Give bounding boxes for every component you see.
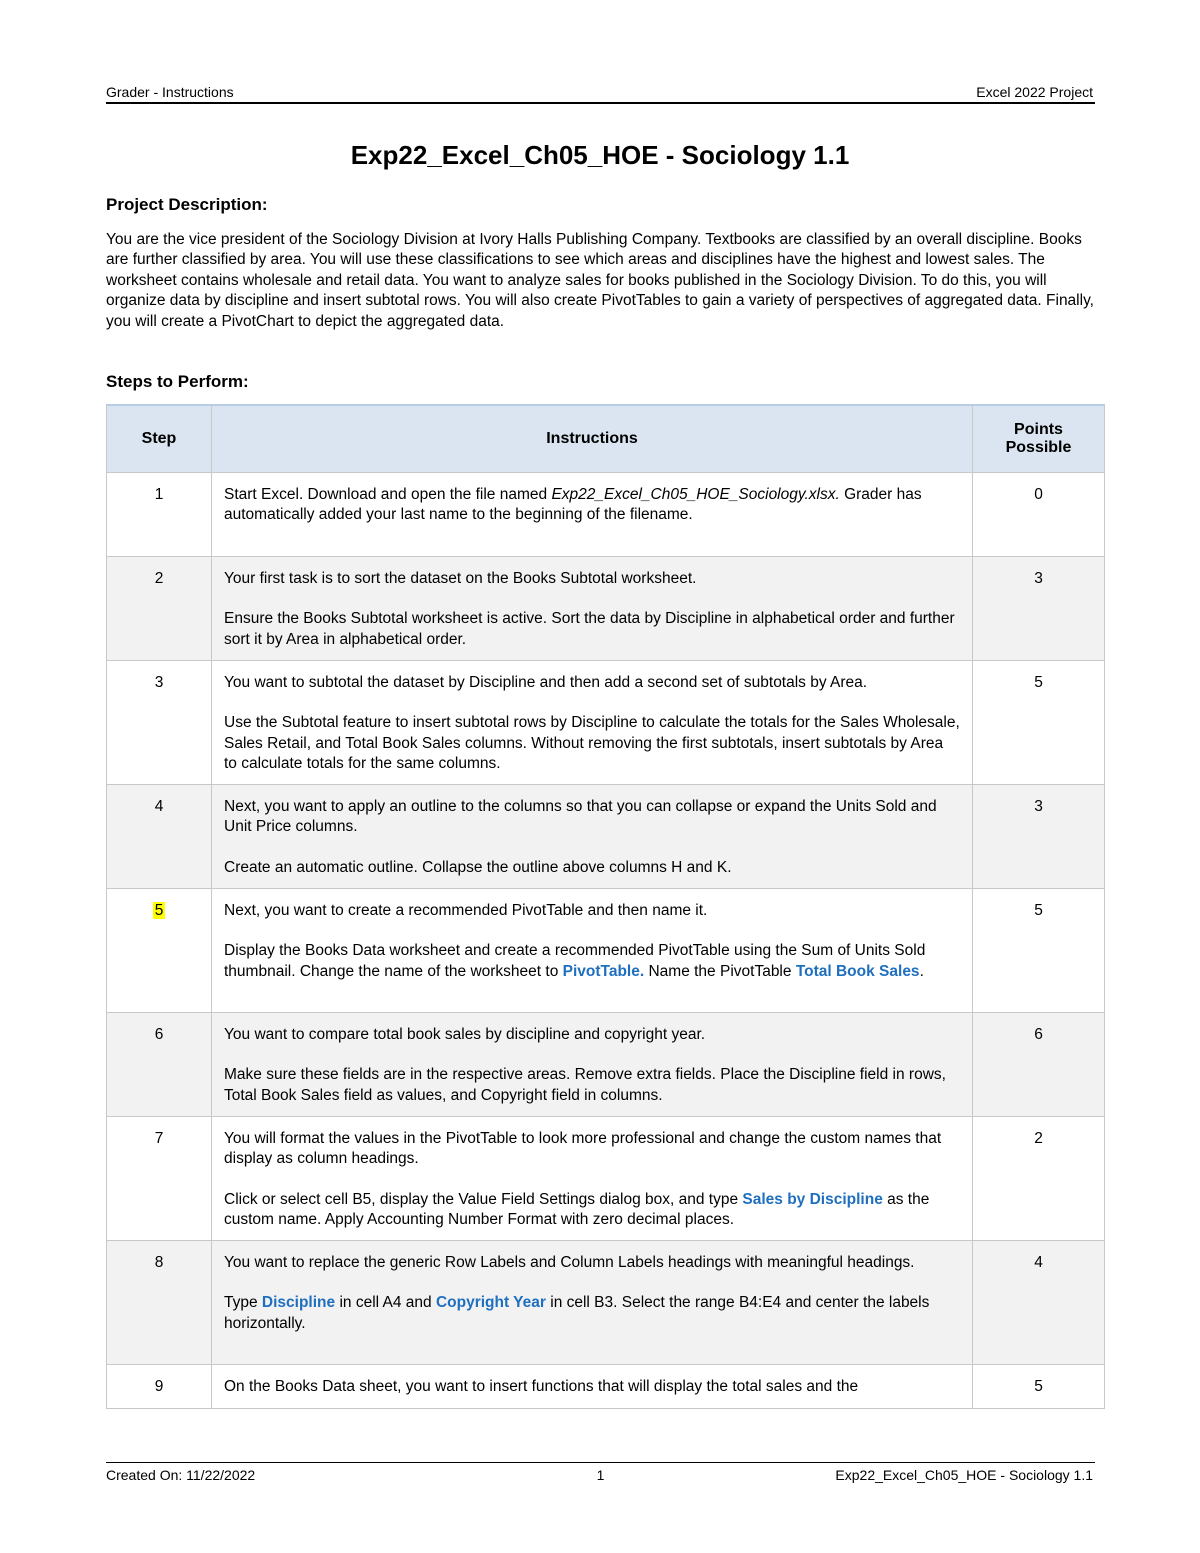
step-instructions: You want to replace the generic Row Labels and Column Labels headings with meaningful headings. Type Discipline in cell A4 and Copyright Year in cell B3. Select the range B4:E4 and center the labels horizontally. (212, 1241, 973, 1365)
steps-heading: Steps to Perform: (106, 372, 249, 391)
step-instructions: Next, you want to apply an outline to the columns so that you can collapse or expand the Units Sold and Unit Price columns. Create an automatic outline. Collapse the outline above columns H and K. (212, 785, 973, 889)
step-number (107, 889, 212, 1013)
footer-page-number: 1 (596, 1467, 605, 1483)
step-instructions: You want to subtotal the dataset by Discipline and then add a second set of subtotals by Area. Use the Subtotal feature to insert subtotal rows by Discipline to calculate the totals for the Sales Wholesale, Sales Retail, and Total Book Sales columns. Without removing the first subtotals, insert subtotals by Area to calculate totals for the same columns. (212, 661, 973, 785)
step-points: 0 (973, 473, 1105, 557)
table-row (107, 1365, 1105, 1409)
page-header (106, 82, 1095, 104)
table-row (107, 473, 1105, 557)
step-number: 8 (107, 1241, 212, 1365)
step-number: 2 (107, 557, 212, 661)
col-header-instructions: Instructions (212, 405, 973, 473)
step-instructions: On the Books Data sheet, you want to insert functions that will display the total sales and the (212, 1365, 973, 1409)
step-number: 3 (107, 661, 212, 785)
step-points: 4 (973, 1241, 1105, 1365)
header-right: Excel 2022 Project (976, 84, 1093, 100)
highlighted-step-number: 5 (154, 902, 164, 919)
header-left: Grader - Instructions (106, 84, 234, 100)
col-header-points: Points Possible (973, 405, 1105, 473)
footer-document-name: Exp22_Excel_Ch05_HOE - Sociology 1.1 (835, 1467, 1093, 1483)
step-points: 5 (973, 889, 1105, 1013)
step-number: 1 (107, 473, 212, 557)
step-instructions: You will format the values in the PivotTable to look more professional and change the custom names that display as column headings. Click or select cell B5, display the Value Field Settings dialog box, and type Sales by Discipline as the custom name. Apply Accounting Number Format with zero decimal places. (212, 1117, 973, 1241)
table-row (107, 1117, 1105, 1241)
filename: Exp22_Excel_Ch05_HOE_Sociology.xlsx. (551, 486, 840, 503)
step-points: 5 (973, 1365, 1105, 1409)
step-points: 2 (973, 1117, 1105, 1241)
page-footer (106, 1462, 1095, 1485)
step-points: 3 (973, 785, 1105, 889)
table-row (107, 557, 1105, 661)
project-description-heading: Project Description: (106, 195, 268, 214)
step-instructions: You want to compare total book sales by discipline and copyright year. Make sure these fields are in the respective areas. Remove extra fields. Place the Discipline field in rows, Total Book Sales field as values, and Copyright field in columns. (212, 1013, 973, 1117)
step-number: 7 (107, 1117, 212, 1241)
steps-table (106, 404, 1105, 1409)
keyword: Copyright Year (435, 1294, 546, 1312)
step-instructions: Start Excel. Download and open the file named Exp22_Excel_Ch05_HOE_Sociology.xlsx. Grader has automatically added your last name to the beginning of the filename. (212, 473, 973, 557)
document-title: Exp22_Excel_Ch05_HOE - Sociology 1.1 (350, 140, 850, 170)
keyword: PivotTable. (562, 962, 645, 980)
table-row (107, 785, 1105, 889)
table-header-row (107, 405, 1105, 473)
step-instructions: Your first task is to sort the dataset on the Books Subtotal worksheet. Ensure the Books Subtotal worksheet is active. Sort the data by Discipline in alphabetical order and further sort it by Area in alphabetical order. (212, 557, 973, 661)
step-points: 6 (973, 1013, 1105, 1117)
col-header-step: Step (107, 405, 212, 473)
table-row (107, 1241, 1105, 1365)
table-row (107, 1013, 1105, 1117)
footer-created-on: Created On: 11/22/2022 (106, 1467, 256, 1483)
step-points: 5 (973, 661, 1105, 785)
keyword: Sales by Discipline (742, 1190, 883, 1208)
step-instructions: Next, you want to create a recommended PivotTable and then name it. Display the Books Data worksheet and create a recommended PivotTable using the Sum of Units Sold thumbnail. Change the name of the worksheet to PivotTable. Name the PivotTable Total Book Sales. (212, 889, 973, 1013)
project-description: You are the vice president of the Sociology Division at Ivory Halls Publishing Company. Textbooks are classified by an overall discipline. Books are further classified by area. You will use these classifications to see which areas and disciplines have the highest and lowest sales. The worksheet contains wholesale and retail data. You want to analyze sales for books published in the Sociology Division. To do this, you will organize data by discipline and insert subtotal rows. You will also create PivotTables to gain a variety of perspectives of aggregated data. Finally, you will create a PivotChart to depict the aggregated data. (106, 231, 1094, 330)
table-row (107, 661, 1105, 785)
step-number: 4 (107, 785, 212, 889)
step-number: 6 (107, 1013, 212, 1117)
keyword: Total Book Sales (795, 962, 920, 980)
step-points: 3 (973, 557, 1105, 661)
step-number: 9 (107, 1365, 212, 1409)
keyword: Discipline (261, 1294, 336, 1312)
table-row (107, 889, 1105, 1013)
